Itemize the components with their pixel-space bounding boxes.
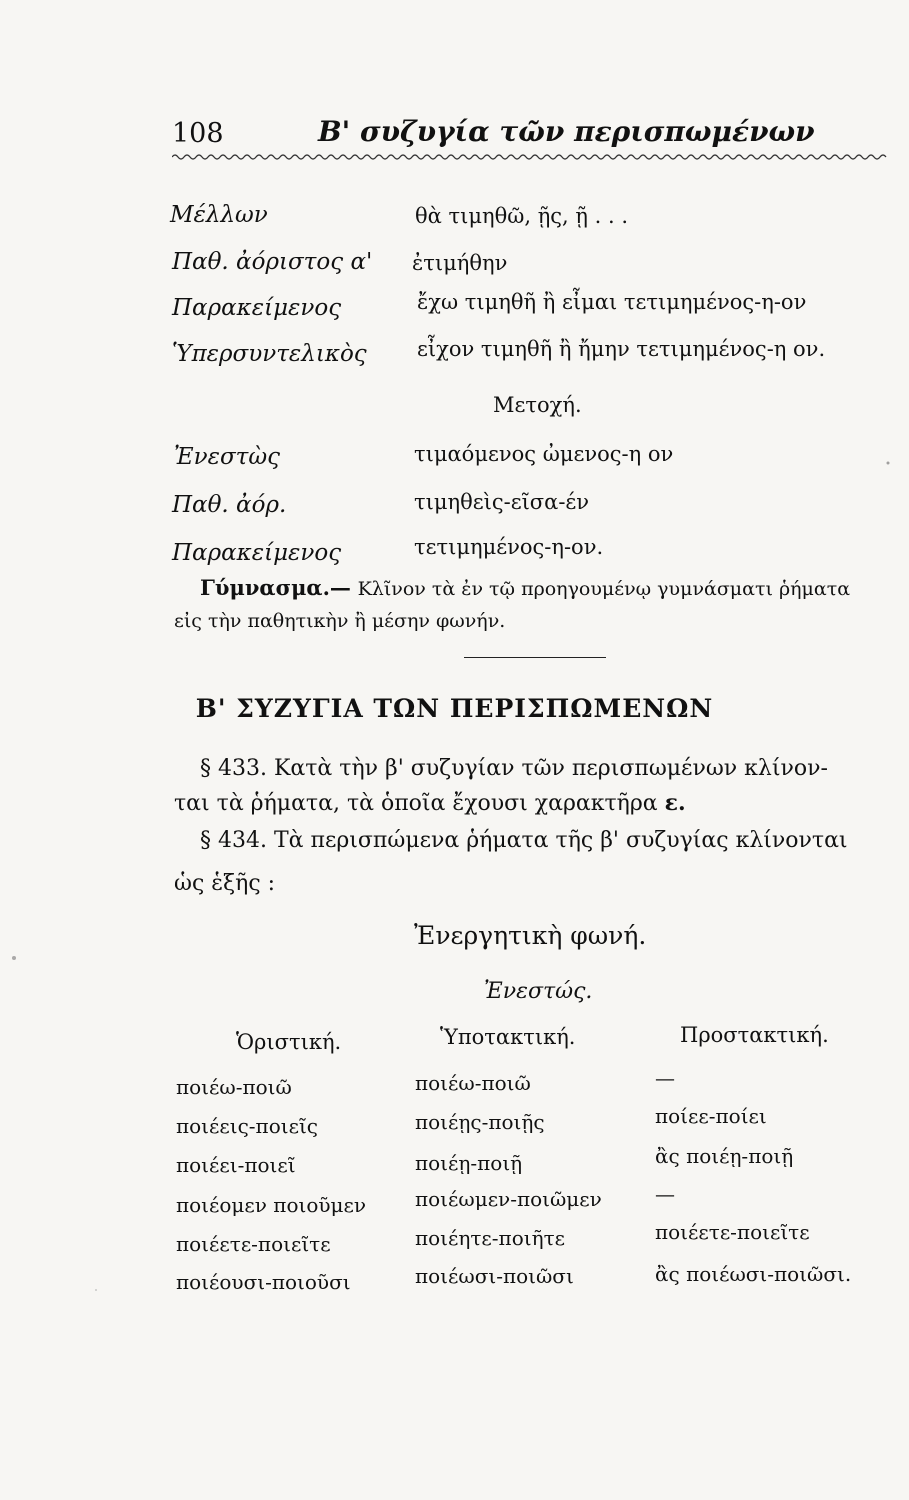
exercise-label: Γύμνασμα.— <box>200 575 351 600</box>
column-subjunctive: Ὑποτακτική. <box>440 1025 576 1049</box>
table-row-2-subjunctive: ποιέῃς-ποιῇς <box>415 1110 545 1134</box>
table-row-5-indicative: ποιέετε-ποιεῖτε <box>176 1232 331 1256</box>
label-aorist-participle: Παθ. ἀόρ. <box>172 492 287 518</box>
value-future: θὰ τιμηθῶ, ῇς, ῇ . . . <box>415 204 629 228</box>
exercise-text-1: Κλῖνον τὰ ἐν τῷ προηγουμένῳ γυμνάσματι ῥήματα <box>357 578 851 600</box>
label-present-participle: Ἐνεστὼς <box>174 444 281 470</box>
column-indicative: Ὁριστική. <box>236 1030 342 1054</box>
label-perfect: Παρακείμενος <box>172 295 342 321</box>
exercise-line-2: εἰς τὴν παθητικὴν ἢ μέσην φωνήν. <box>174 610 506 632</box>
paragraph-434-line-1: § 434. Τὰ περισπώμενα ῥήματα τῆς β' συζυγίας κλίνονται <box>200 828 848 853</box>
value-perfect: ἔχω τιμηθῆ ἢ εἶμαι τετιμημένος-η-ον <box>417 290 807 314</box>
table-row-6-indicative: ποιέουσι-ποιοῦσι <box>176 1270 351 1294</box>
table-row-5-subjunctive: ποιέητε-ποιῆτε <box>415 1226 565 1250</box>
section-title: Β' ΣΥΖΥΓΙΑ ΤΩΝ ΠΕΡΙΣΠΩΜΕΝΩΝ <box>195 694 714 723</box>
table-row-6-imperative: ἂς ποιέωσι-ποιῶσι. <box>655 1262 852 1286</box>
table-row-4-imperative: — <box>655 1182 675 1206</box>
table-row-5-imperative: ποιέετε-ποιεῖτε <box>655 1220 810 1244</box>
voice-heading: Ἐνεργητικὴ φωνή. <box>414 921 647 950</box>
paragraph-433-line-1: § 433. Κατὰ τὴν β' συζυγίαν τῶν περισπωμένων κλίνον- <box>200 756 828 781</box>
table-row-4-subjunctive: ποιέωμεν-ποιῶμεν <box>415 1187 602 1211</box>
value-pluperfect: εἶχον τιμηθῆ ἢ ἤμην τετιμημένος-η ον. <box>417 337 826 361</box>
table-row-1-imperative: — <box>655 1066 675 1090</box>
table-row-1-indicative: ποιέω-ποιῶ <box>176 1075 292 1099</box>
paragraph-433-character: ε. <box>664 790 686 816</box>
label-perfect-participle: Παρακείμενος <box>172 540 342 566</box>
table-row-3-subjunctive: ποιέῃ-ποιῇ <box>415 1151 523 1175</box>
table-row-4-indicative: ποιέομεν ποιοῦμεν <box>176 1193 367 1217</box>
value-present-participle: τιμαόμενος ὠμενος-η ον <box>414 442 674 466</box>
table-row-3-indicative: ποιέει-ποιεῖ <box>176 1153 296 1177</box>
paragraph-434-line-2: ὡς ἑξῆς : <box>174 871 276 896</box>
running-title: Β' συζυγία τῶν περισπωμένων <box>318 115 815 148</box>
tense-heading: Ἐνεστώς. <box>484 979 593 1004</box>
table-row-1-subjunctive: ποιέω-ποιῶ <box>415 1071 531 1095</box>
label-future: Μέλλων <box>170 202 268 228</box>
table-row-3-imperative: ἂς ποιέῃ-ποιῇ <box>655 1144 794 1168</box>
label-pluperfect: Ὑπερσυντελικὸς <box>172 341 367 367</box>
table-row-6-subjunctive: ποιέωσι-ποιῶσι <box>415 1264 574 1288</box>
table-row-2-indicative: ποιέεις-ποιεῖς <box>176 1114 318 1138</box>
table-row-2-imperative: ποίεε-ποίει <box>655 1104 767 1128</box>
page-number: 108 <box>172 118 224 149</box>
label-passive-aorist: Παθ. ἀόριστος α' <box>172 249 373 275</box>
value-perfect-participle: τετιμημένος-η-ον. <box>414 535 604 559</box>
value-aorist-participle: τιμηθεὶς-εῖσα-έν <box>414 490 590 514</box>
participle-heading: Μετοχή. <box>493 393 582 417</box>
value-passive-aorist: ἐτιμήθην <box>412 251 508 275</box>
column-imperative: Προστακτική. <box>680 1023 829 1047</box>
paragraph-433-text: ται τὰ ῥήματα, τὰ ὁποῖα ἔχουσι χαρακτῆρα <box>174 791 658 816</box>
